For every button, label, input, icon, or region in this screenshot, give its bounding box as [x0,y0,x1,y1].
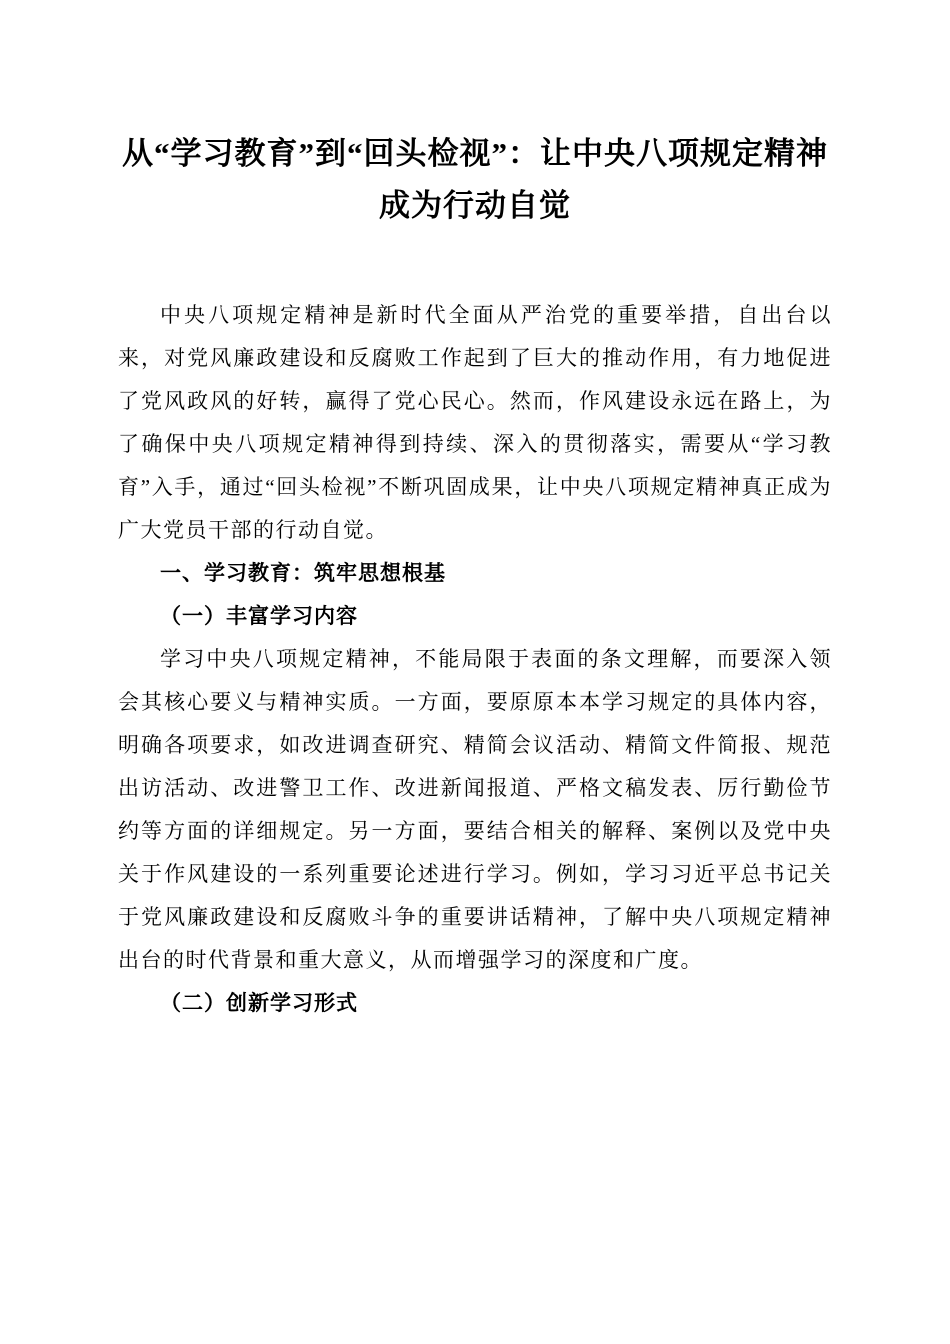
body-paragraph-enrich-content: 学习中央八项规定精神，不能局限于表面的条文理解，而要深入领会其核心要义与精神实质。一方面，要原原本本学习规定的具体内容，明确各项要求，如改进调查研究、精简会议活动、精简文件简报、规范出访活动、改进警卫工作、改进新闻报道、严格文稿发表、厉行勤俭节约等方面的详细规定。另一方面，要结合相关的解释、案例以及党中央关于作风建设的一系列重要论述进行学习。例如，学习习近平总书记关于党风廉政建设和反腐败斗争的重要讲话精神，了解中央八项规定精神出台的时代背景和重大意义，从而增强学习的深度和广度。 [118,647,832,972]
subsection-heading-innovate-forms: （二）创新学习形式 [160,991,358,1015]
document-title: 从“学习教育”到“回头检视”：让中央八项规定精神成为行动自觉 [122,136,828,223]
intro-paragraph: 中央八项规定精神是新时代全面从严治党的重要举措，自出台以来，对党风廉政建设和反腐败工作起到了巨大的推动作用，有力地促进了党风政风的好转，赢得了党心民心。然而，作风建设永远在路上，为了确保中央八项规定精神得到持续、深入的贯彻落实，需要从“学习教育”入手，通过“回头检视”不断巩固成果，让中央八项规定精神真正成为广大党员干部的行动自觉。 [118,303,832,542]
section-heading-learning-education: 一、学习教育：筑牢思想根基 [160,562,446,585]
subsection-heading-enrich-content: （一）丰富学习内容 [160,604,358,628]
